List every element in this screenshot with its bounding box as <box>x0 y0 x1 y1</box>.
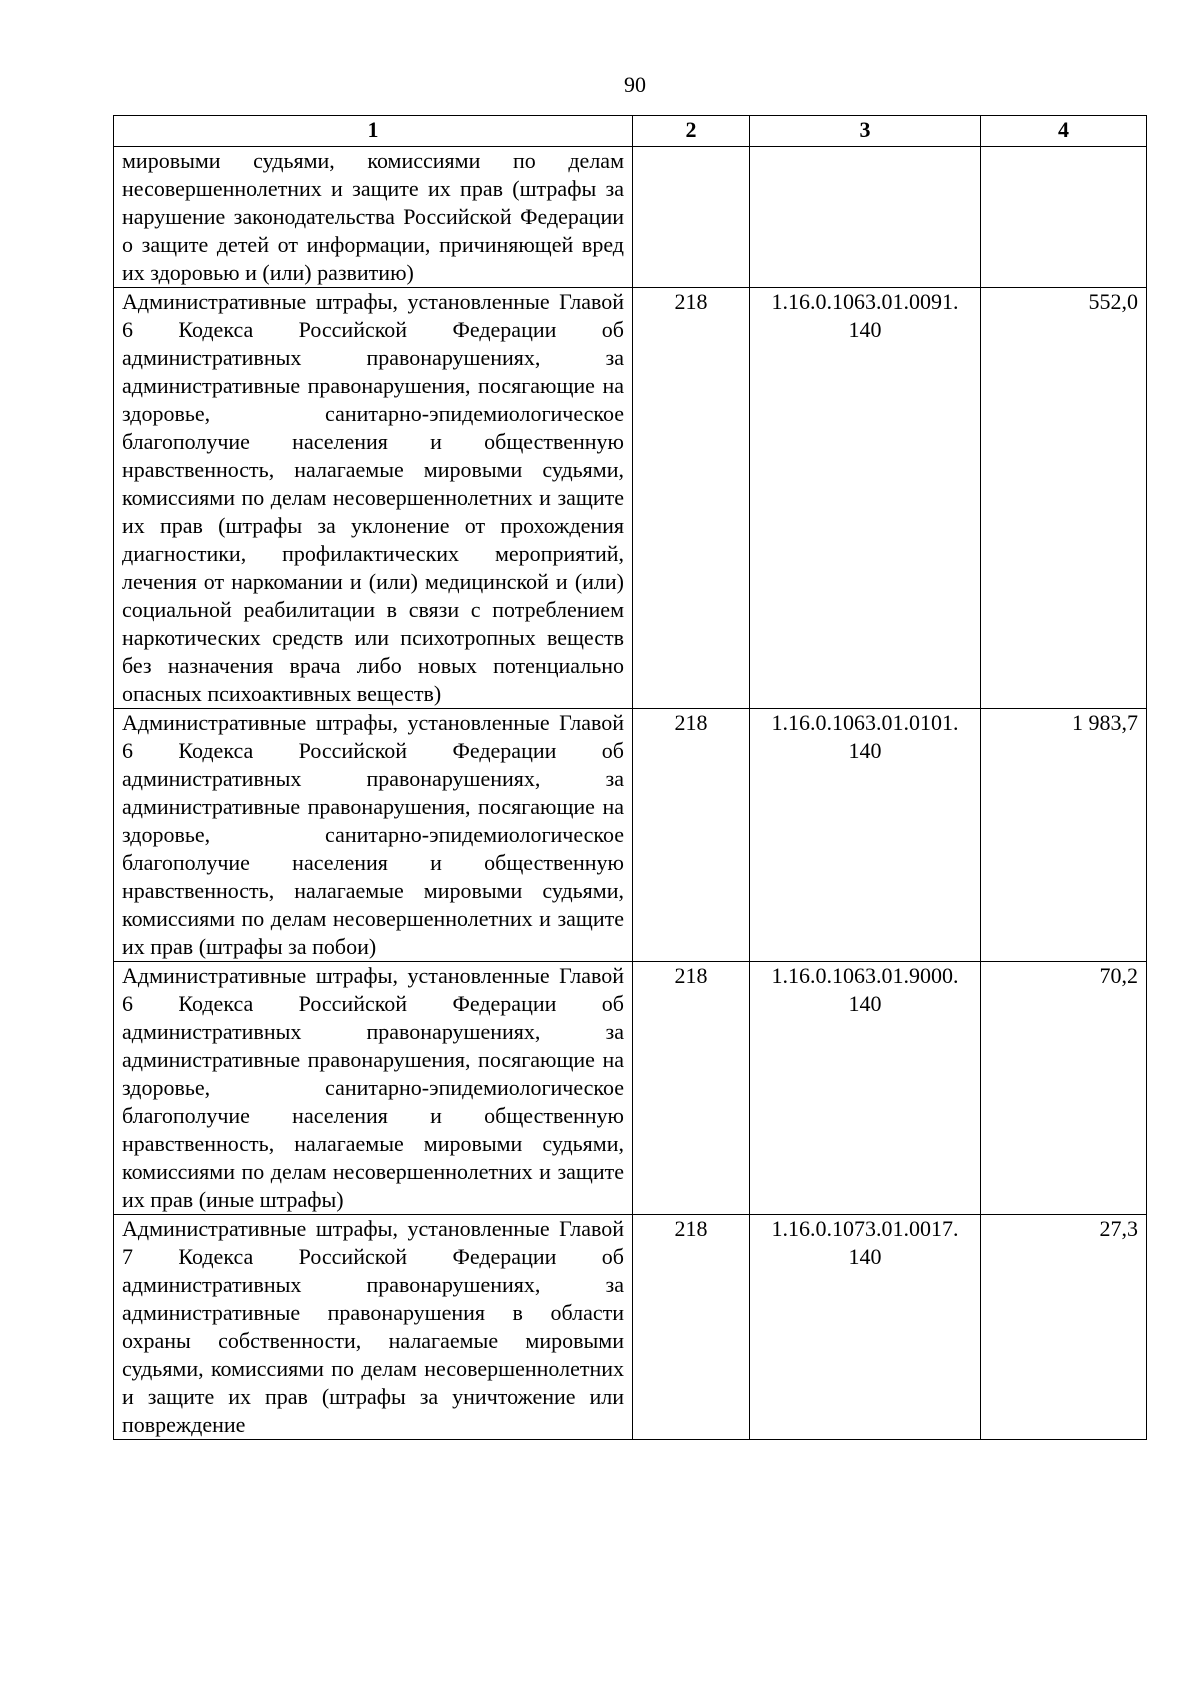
column-header-3: 3 <box>750 116 981 147</box>
table-header-row <box>114 116 1147 147</box>
row-kbk <box>750 288 981 709</box>
row-amount: 552,0 <box>981 288 1147 709</box>
column-header-1: 1 <box>114 116 633 147</box>
row-description: мировыми судьями, комиссиями по делам несовершеннолетних и защите их прав (штрафы за нарушение законодательства Российской Федерации о защите детей от информации, причиняющей вред их здоровью и (или) развитию) <box>114 147 633 288</box>
table-row <box>114 1215 1147 1440</box>
page-number: 90 <box>624 72 646 97</box>
row-kbk-line1: 1.16.0.1063.01.0091. <box>771 289 959 314</box>
table-row <box>114 147 1147 288</box>
table-row <box>114 709 1147 962</box>
column-header-4: 4 <box>981 116 1147 147</box>
row-kbk <box>750 147 981 288</box>
row-description: Административные штрафы, установленные Главой 6 Кодекса Российской Федерации об административных правонарушениях, за административные правонарушения, посягающие на здоровье, санитарно-эпидемиологическое благополучие населения и общественную нравственность, налагаемые мировыми судьями, комиссиями по делам несовершеннолетних и защите их прав (иные штрафы) <box>114 962 633 1215</box>
table-header <box>114 116 1147 147</box>
row-amount: 70,2 <box>981 962 1147 1215</box>
column-header-2: 2 <box>633 116 750 147</box>
row-description: Административные штрафы, установленные Главой 6 Кодекса Российской Федерации об административных правонарушениях, за административные правонарушения, посягающие на здоровье, санитарно-эпидемиологическое благополучие населения и общественную нравственность, налагаемые мировыми судьями, комиссиями по делам несовершеннолетних и защите их прав (штрафы за уклонение от прохождения диагностики, профилактических мероприятий, лечения от наркомании и (или) медицинской и (или) социальной реабилитации в связи с потреблением наркотических средств или психотропных веществ без назначения врача либо новых потенциально опасных психоактивных веществ) <box>114 288 633 709</box>
budget-table <box>113 115 1147 1440</box>
row-kbk <box>750 962 981 1215</box>
row-code: 218 <box>633 288 750 709</box>
row-kbk-line2: 140 <box>848 738 882 763</box>
row-description: Административные штрафы, установленные Главой 6 Кодекса Российской Федерации об административных правонарушениях, за административные правонарушения, посягающие на здоровье, санитарно-эпидемиологическое благополучие населения и общественную нравственность, налагаемые мировыми судьями, комиссиями по делам несовершеннолетних и защите их прав (штрафы за побои) <box>114 709 633 962</box>
row-amount: 1 983,7 <box>981 709 1147 962</box>
row-amount: 27,3 <box>981 1215 1147 1440</box>
row-kbk-line1: 1.16.0.1073.01.0017. <box>771 1216 959 1241</box>
row-kbk-line1: 1.16.0.1063.01.9000. <box>771 963 959 988</box>
table-row <box>114 288 1147 709</box>
row-kbk <box>750 709 981 962</box>
row-kbk-line2: 140 <box>848 991 882 1016</box>
row-amount <box>981 147 1147 288</box>
table-body <box>114 147 1147 1440</box>
row-kbk <box>750 1215 981 1440</box>
row-kbk-line2: 140 <box>848 317 882 342</box>
row-code: 218 <box>633 962 750 1215</box>
row-code <box>633 147 750 288</box>
table-row <box>114 962 1147 1215</box>
row-code: 218 <box>633 1215 750 1440</box>
row-kbk-line1: 1.16.0.1063.01.0101. <box>771 710 959 735</box>
row-kbk-line2: 140 <box>848 1244 882 1269</box>
row-code: 218 <box>633 709 750 962</box>
row-description: Административные штрафы, установленные Главой 7 Кодекса Российской Федерации об административных правонарушениях, за административные правонарушения в области охраны собственности, налагаемые мировыми судьями, комиссиями по делам несовершеннолетних и защите их прав (штрафы за уничтожение или повреждение <box>114 1215 633 1440</box>
